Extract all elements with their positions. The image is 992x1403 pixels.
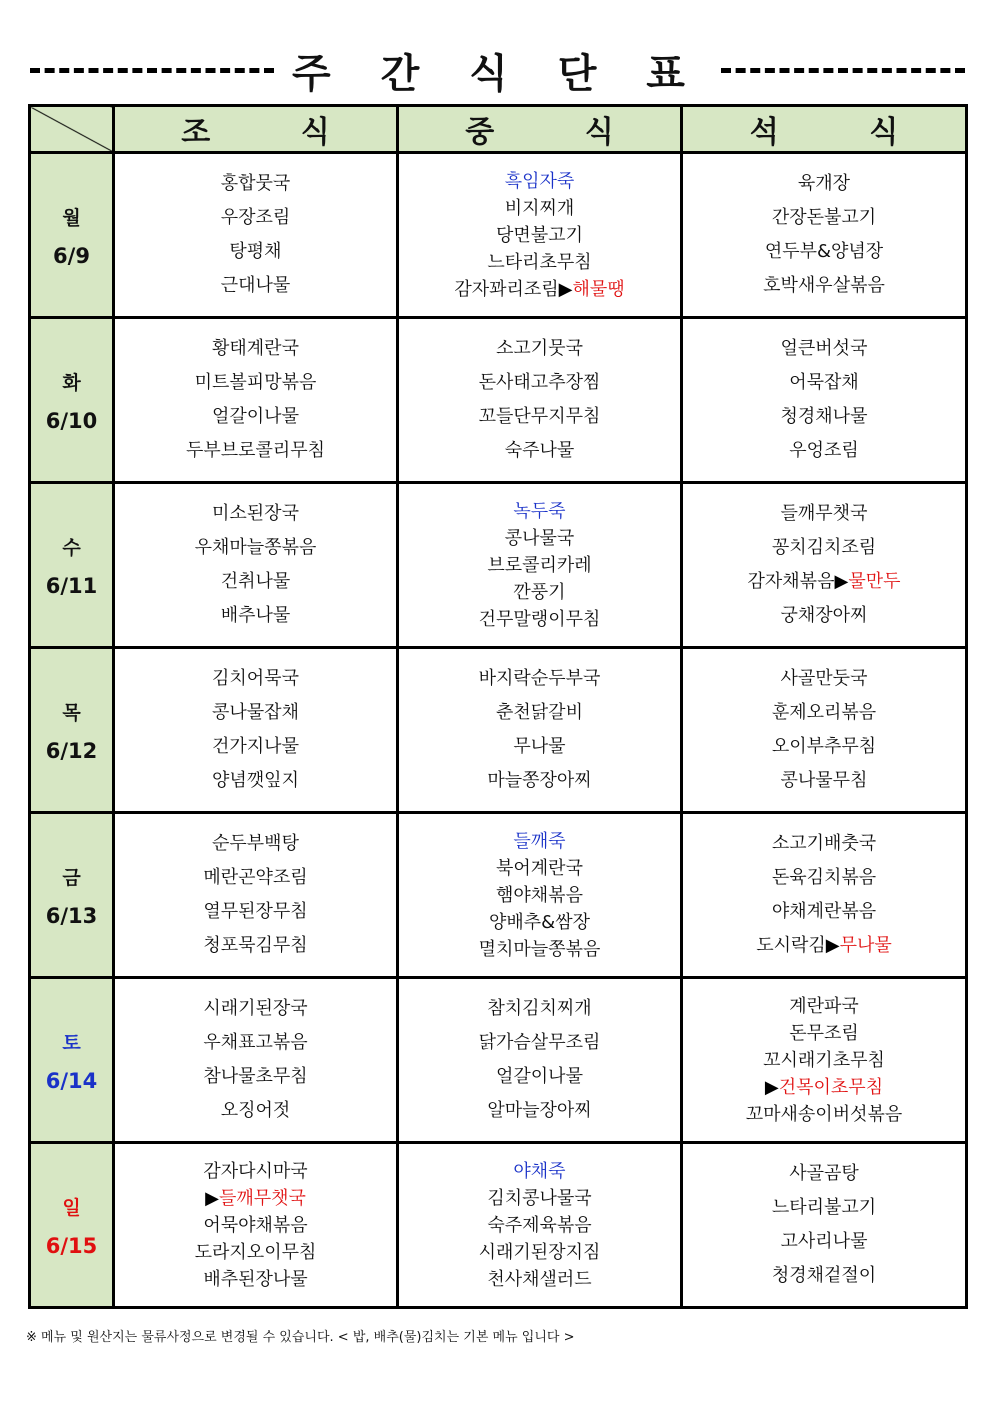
menu-item: 소고기배춧국 <box>771 833 877 854</box>
menu-item: 시래기된장국 <box>203 998 308 1019</box>
menu-item: 사골곰탕 <box>789 1163 859 1184</box>
breakfast-cell <box>114 978 398 1143</box>
menu-item: 돈무조림 <box>789 1022 859 1044</box>
day-name: 토 <box>62 1031 81 1054</box>
day-name: 수 <box>62 536 81 559</box>
day-row <box>30 648 967 813</box>
dinner-cell <box>682 978 967 1143</box>
header-dinner: 석 식 <box>682 106 967 153</box>
day-name: 월 <box>62 206 81 229</box>
day-date: 6/13 <box>45 903 98 928</box>
breakfast-cell <box>114 1143 398 1308</box>
day-row <box>30 318 967 483</box>
menu-item: 들깨죽 <box>513 830 566 852</box>
menu-item: 꼬마새송이버섯볶음 <box>745 1103 903 1125</box>
day-row <box>30 1143 967 1308</box>
menu-item: 흑임자죽 <box>504 170 575 192</box>
breakfast-cell <box>114 648 398 813</box>
menu-item: 소고기뭇국 <box>496 338 583 359</box>
day-cell <box>30 978 114 1143</box>
menu-item: 닭가슴살무조림 <box>478 1032 601 1053</box>
menu-item: 메란곤약조림 <box>203 867 308 888</box>
breakfast-cell <box>114 813 398 978</box>
menu-item: 건가지나물 <box>212 736 299 757</box>
menu-item: 건취나물 <box>220 571 291 592</box>
menu-item: 햄야채볶음 <box>496 884 583 906</box>
menu-item: 꼬시래기초무침 <box>763 1049 885 1071</box>
menu-item: 연두부&양념장 <box>764 241 884 262</box>
menu-item: 어묵야채볶음 <box>203 1214 308 1236</box>
menu-item: 당면불고기 <box>496 224 583 246</box>
menu-item: 브로콜리카레 <box>487 554 592 576</box>
menu-item: 건무말랭이무침 <box>478 608 601 630</box>
menu-item: 청경채나물 <box>780 406 868 427</box>
menu-item: 도라지오이무침 <box>194 1241 317 1263</box>
menu-item: 훈제오리볶음 <box>771 702 877 723</box>
menu-item: 김치콩나물국 <box>487 1187 592 1209</box>
day-row <box>30 153 967 318</box>
day-name: 일 <box>62 1196 81 1219</box>
breakfast-cell <box>114 153 398 318</box>
menu-body <box>30 153 967 1308</box>
menu-item: 숙주나물 <box>504 440 575 461</box>
dinner-cell <box>682 153 967 318</box>
day-row <box>30 483 967 648</box>
dinner-cell <box>682 318 967 483</box>
menu-item: 천사채샐러드 <box>487 1268 592 1290</box>
menu-table <box>28 104 968 1309</box>
menu-item: 콩나물국 <box>504 527 575 549</box>
menu-item: 미트볼피망볶음 <box>194 372 317 393</box>
title-row <box>30 40 965 100</box>
day-date: 6/11 <box>45 573 98 598</box>
menu-item: 느타리초무침 <box>487 251 592 273</box>
menu-item: 순두부백탕 <box>212 833 299 854</box>
lunch-cell <box>398 813 682 978</box>
menu-item: 숙주제육볶음 <box>487 1214 592 1236</box>
header-breakfast: 조 식 <box>114 106 398 153</box>
dinner-cell <box>682 1143 967 1308</box>
day-cell <box>30 813 114 978</box>
menu-item: 녹두죽 <box>513 500 566 522</box>
menu-item: 돈육김치볶음 <box>771 867 877 888</box>
header-lunch: 중 식 <box>398 106 682 153</box>
day-date: 6/12 <box>45 738 98 763</box>
day-cell <box>30 153 114 318</box>
menu-item: 깐풍기 <box>513 581 566 603</box>
dinner-cell <box>682 483 967 648</box>
menu-item: 느타리불고기 <box>771 1197 877 1218</box>
menu-item: 시래기된장지짐 <box>478 1241 601 1263</box>
menu-item: 야채계란볶음 <box>771 901 877 922</box>
menu-item: 꽁치김치조림 <box>771 537 877 558</box>
menu-item: 얼큰버섯국 <box>780 338 868 359</box>
day-date: 6/10 <box>45 408 98 433</box>
menu-item: 근대나물 <box>220 275 291 296</box>
lunch-cell <box>398 153 682 318</box>
day-cell <box>30 318 114 483</box>
arrow-icon: ▶ <box>825 935 840 956</box>
arrow-icon: ▶ <box>834 571 849 592</box>
menu-item: 들깨무챗국 <box>780 503 868 524</box>
day-date: 6/15 <box>45 1233 98 1258</box>
menu-item: 참치김치찌개 <box>487 998 592 1019</box>
menu-item: 북어계란국 <box>496 857 583 879</box>
title-dash-right <box>721 68 965 73</box>
menu-item: 바지락순두부국 <box>478 668 601 689</box>
menu-item: 황태계란국 <box>212 338 299 359</box>
day-cell <box>30 1143 114 1308</box>
menu-item: 어묵잡채 <box>789 372 859 393</box>
dinner-cell <box>682 813 967 978</box>
header-row <box>30 106 967 153</box>
menu-item: 콩나물무침 <box>780 770 868 791</box>
menu-item: 야채죽 <box>513 1160 566 1182</box>
menu-item: 우채표고볶음 <box>203 1032 308 1053</box>
lunch-cell <box>398 648 682 813</box>
menu-item: 우장조림 <box>220 207 291 228</box>
title-dash-left <box>30 68 274 73</box>
menu-item: 감자채볶음▶물만두 <box>747 571 901 592</box>
day-date: 6/14 <box>45 1068 98 1093</box>
arrow-icon: ▶ <box>205 1187 219 1209</box>
lunch-cell <box>398 978 682 1143</box>
menu-item: 청경채겉절이 <box>771 1265 877 1286</box>
menu-item: ▶건목이초무침 <box>764 1076 884 1098</box>
menu-item: 오이부추무침 <box>771 736 877 757</box>
menu-item: 도시락김▶무나물 <box>756 935 892 956</box>
menu-item: 미소된장국 <box>212 503 299 524</box>
menu-item: 알마늘장아찌 <box>487 1100 592 1121</box>
menu-item: 콩나물잡채 <box>212 702 299 723</box>
day-name: 화 <box>62 371 81 394</box>
day-name: 목 <box>62 701 81 724</box>
arrow-icon: ▶ <box>764 1076 779 1098</box>
menu-item: 양념깻잎지 <box>212 770 299 791</box>
day-cell <box>30 483 114 648</box>
menu-item: 얼갈이나물 <box>212 406 299 427</box>
menu-item: 탕평채 <box>229 241 282 262</box>
menu-item: 감자꽈리조림▶해물땡 <box>454 278 625 300</box>
menu-item: 홍합뭇국 <box>220 173 291 194</box>
menu-item: 사골만둣국 <box>780 668 868 689</box>
corner-cell <box>30 106 114 153</box>
breakfast-cell <box>114 483 398 648</box>
dinner-cell <box>682 648 967 813</box>
lunch-cell <box>398 483 682 648</box>
menu-item: 돈사태고추장찜 <box>478 372 601 393</box>
breakfast-cell <box>114 318 398 483</box>
menu-item: 계란파국 <box>789 995 859 1017</box>
menu-item: 우채마늘쫑볶음 <box>194 537 317 558</box>
menu-item: 오징어젓 <box>220 1100 291 1121</box>
footer-note: ※ 메뉴 및 원산지는 물류사정으로 변경될 수 있습니다. < 밥, 배추(물)김치는 기본 메뉴 입니다 > <box>26 1330 575 1345</box>
arrow-icon: ▶ <box>558 278 573 300</box>
menu-item: 참나물초무침 <box>203 1066 308 1087</box>
menu-item: 두부브로콜리무침 <box>185 440 326 461</box>
menu-item: 얼갈이나물 <box>496 1066 583 1087</box>
menu-item: 육개장 <box>797 173 851 194</box>
menu-item: 우엉조림 <box>789 440 859 461</box>
menu-item: 궁채장아찌 <box>780 605 868 626</box>
lunch-cell <box>398 1143 682 1308</box>
menu-item: 배추된장나물 <box>203 1268 308 1290</box>
menu-item: 비지찌개 <box>504 197 575 219</box>
menu-item: 청포묵김무침 <box>203 935 308 956</box>
menu-item: 마늘쫑장아찌 <box>487 770 592 791</box>
menu-item: 간장돈불고기 <box>771 207 877 228</box>
lunch-cell <box>398 318 682 483</box>
day-row <box>30 813 967 978</box>
menu-item: 꼬들단무지무침 <box>478 406 601 427</box>
day-row <box>30 978 967 1143</box>
menu-item: 멸치마늘쫑볶음 <box>478 938 601 960</box>
menu-item: 춘천닭갈비 <box>496 702 583 723</box>
menu-item: 열무된장무침 <box>203 901 308 922</box>
menu-item: 김치어묵국 <box>212 668 299 689</box>
page-title: 주 간 식 단 표 <box>292 50 703 97</box>
menu-item: 배추나물 <box>220 605 291 626</box>
day-date: 6/9 <box>53 243 90 268</box>
menu-item: 양배추&쌈장 <box>489 911 590 933</box>
menu-item: 감자다시마국 <box>203 1160 308 1182</box>
menu-item: 고사리나물 <box>780 1231 868 1252</box>
day-name: 금 <box>62 866 81 889</box>
day-cell <box>30 648 114 813</box>
menu-item: ▶들깨무챗국 <box>205 1187 306 1209</box>
menu-item: 무나물 <box>513 736 566 757</box>
menu-item: 호박새우살볶음 <box>763 275 885 296</box>
